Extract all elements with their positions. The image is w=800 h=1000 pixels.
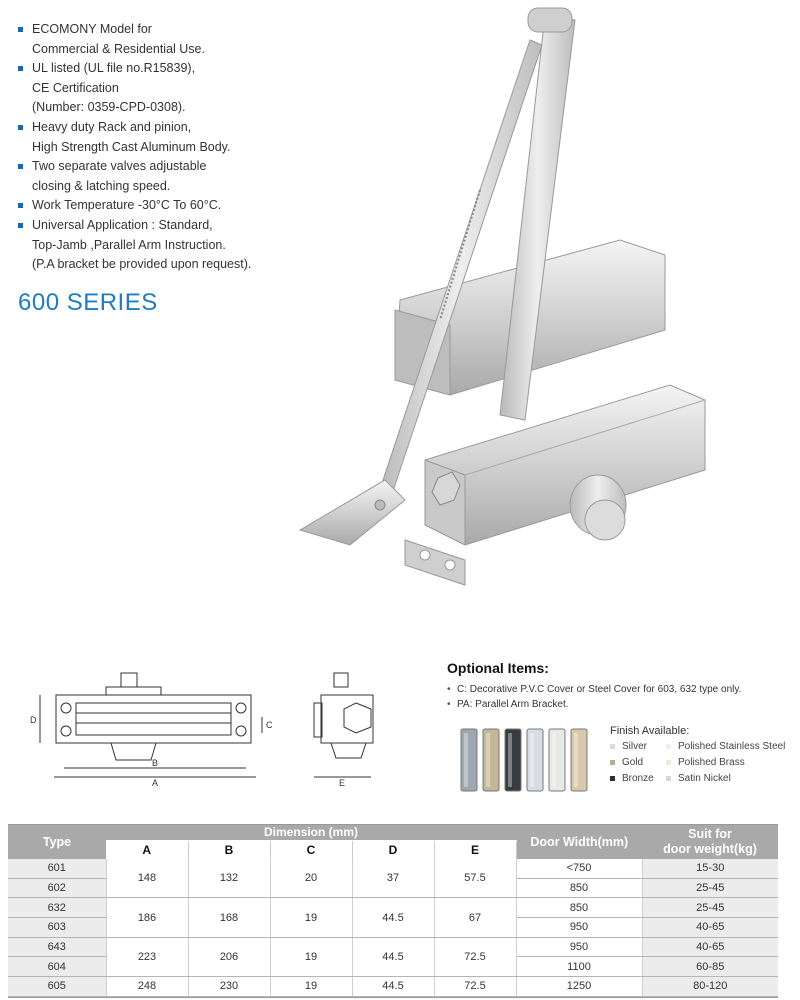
cell-door-width: <750 xyxy=(516,859,642,878)
spec-table-body xyxy=(8,859,778,996)
col-b: B xyxy=(188,841,270,860)
cell-dimension: 19 xyxy=(270,977,352,997)
cell-type: 602 xyxy=(8,878,106,898)
feature-item xyxy=(18,157,318,196)
cell-dimension: 44.5 xyxy=(352,977,434,997)
finish-color-dot xyxy=(610,776,615,781)
cell-type: 601 xyxy=(8,859,106,878)
cell-door-width: 1100 xyxy=(516,957,642,977)
dimension-drawing xyxy=(26,665,426,800)
cell-dimension: 20 xyxy=(270,859,352,898)
optional-items xyxy=(447,660,797,712)
col-suit-for xyxy=(642,824,778,859)
table-row xyxy=(8,977,778,997)
finish-item xyxy=(610,741,647,752)
finish-label: Polished Stainless Steel xyxy=(678,741,786,752)
finish-swatch xyxy=(549,729,565,791)
col-suit-line2: door weight(kg) xyxy=(663,841,757,856)
cell-dimension: 72.5 xyxy=(434,977,516,997)
optional-note: • PA: Parallel Arm Bracket. xyxy=(447,697,797,712)
cell-dimension: 168 xyxy=(188,898,270,937)
cell-dimension: 44.5 xyxy=(352,898,434,937)
finish-item xyxy=(610,757,643,768)
cell-dimension: 57.5 xyxy=(434,859,516,898)
finish-color-dot xyxy=(610,744,615,749)
cell-door-width: 950 xyxy=(516,918,642,938)
cell-dimension: 223 xyxy=(106,937,188,976)
swatch-highlight xyxy=(530,733,534,787)
cell-door-weight: 15-30 xyxy=(642,859,778,878)
finish-list xyxy=(610,741,800,791)
door-closer-photo xyxy=(290,0,800,600)
cell-door-width: 850 xyxy=(516,878,642,898)
col-e: E xyxy=(434,841,516,860)
finish-swatch xyxy=(571,729,587,791)
feature-line: Top-Jamb ,Parallel Arm Instruction. xyxy=(32,237,226,252)
finish-color-dot xyxy=(666,776,671,781)
cell-dimension: 186 xyxy=(106,898,188,937)
feature-item xyxy=(18,196,318,216)
cell-dimension: 19 xyxy=(270,937,352,976)
cell-type: 632 xyxy=(8,898,106,918)
feature-line: ECOMONY Model for xyxy=(32,22,152,36)
cell-door-weight: 40-65 xyxy=(642,937,778,957)
feature-item xyxy=(18,59,318,118)
finish-item xyxy=(610,773,654,784)
finish-title: Finish Available: xyxy=(610,725,690,737)
col-suit-line1: Suit for xyxy=(688,826,732,841)
table-row xyxy=(8,937,778,957)
swatch-highlight xyxy=(552,733,556,787)
cell-dimension: 67 xyxy=(434,898,516,937)
feature-line: closing & latching speed. xyxy=(32,178,171,193)
feature-line: Two separate valves adjustable xyxy=(32,159,207,174)
finish-swatches xyxy=(459,727,599,797)
col-type: Type xyxy=(8,824,106,859)
cell-door-width: 850 xyxy=(516,898,642,918)
feature-line: (P.A bracket be provided upon request). xyxy=(32,257,252,272)
cell-door-weight: 80-120 xyxy=(642,977,778,997)
cell-door-width: 1250 xyxy=(516,977,642,997)
swatch-highlight xyxy=(464,733,468,787)
table-row xyxy=(8,898,778,918)
finish-item xyxy=(666,757,745,768)
feature-line: CE Certification xyxy=(32,80,119,95)
dim-label-c: C xyxy=(266,720,273,730)
cell-dimension: 230 xyxy=(188,977,270,997)
col-door-width: Door Width(mm) xyxy=(516,824,642,859)
feature-line: (Number: 0359-CPD-0308). xyxy=(32,100,186,115)
swatch-highlight xyxy=(508,733,512,787)
finish-item xyxy=(666,773,731,784)
table-row xyxy=(8,859,778,878)
cell-dimension: 72.5 xyxy=(434,937,516,976)
finish-label: Bronze xyxy=(622,773,654,784)
feature-line: Universal Application : Standard, xyxy=(32,217,213,232)
feature-item xyxy=(18,20,318,59)
dim-label-b: B xyxy=(152,758,159,768)
dim-label-a: A xyxy=(152,778,159,788)
cell-dimension: 19 xyxy=(270,898,352,937)
series-title: 600 SERIES xyxy=(18,289,158,316)
col-dimension: Dimension (mm) xyxy=(106,824,516,841)
feature-line: Work Temperature -30°C To 60°C. xyxy=(32,198,222,213)
feature-line: Heavy duty Rack and pinion, xyxy=(32,119,192,134)
spec-table xyxy=(8,824,778,997)
cell-dimension: 44.5 xyxy=(352,937,434,976)
cell-dimension: 248 xyxy=(106,977,188,997)
cell-door-width: 950 xyxy=(516,937,642,957)
cell-dimension: 37 xyxy=(352,859,434,898)
col-c: C xyxy=(270,841,352,860)
feature-line: High Strength Cast Aluminum Body. xyxy=(32,139,231,154)
optional-items-title: Optional Items: xyxy=(447,660,549,676)
finish-label: Silver xyxy=(622,741,648,752)
cell-door-weight: 40-65 xyxy=(642,918,778,938)
cell-door-weight: 60-85 xyxy=(642,957,778,977)
dim-label-d: D xyxy=(30,715,37,725)
cell-dimension: 132 xyxy=(188,859,270,898)
finish-item xyxy=(666,741,785,752)
finish-color-dot xyxy=(666,744,671,749)
finish-swatch xyxy=(505,729,521,791)
cell-type: 605 xyxy=(8,977,106,997)
finish-label: Satin Nickel xyxy=(678,773,731,784)
optional-note: • C: Decorative P.V.C Cover or Steel Cover for 603, 632 type only. xyxy=(447,682,797,697)
finish-color-dot xyxy=(666,760,671,765)
cell-dimension: 148 xyxy=(106,859,188,898)
finish-swatch xyxy=(527,729,543,791)
feature-line: Commercial & Residential Use. xyxy=(32,41,205,56)
dim-label-e: E xyxy=(339,778,346,788)
swatch-highlight xyxy=(486,733,490,787)
cell-door-weight: 25-45 xyxy=(642,878,778,898)
cell-type: 603 xyxy=(8,918,106,938)
col-a: A xyxy=(106,841,188,860)
cell-dimension: 206 xyxy=(188,937,270,976)
feature-list xyxy=(18,20,318,275)
finish-swatch xyxy=(483,729,499,791)
finish-swatch xyxy=(461,729,477,791)
finish-color-dot xyxy=(610,760,615,765)
cell-type: 604 xyxy=(8,957,106,977)
swatch-highlight xyxy=(574,733,578,787)
feature-item xyxy=(18,118,318,157)
feature-item xyxy=(18,216,318,275)
finish-label: Polished Brass xyxy=(678,757,745,768)
feature-line: UL listed (UL file no.R15839), xyxy=(32,61,196,76)
cell-door-weight: 25-45 xyxy=(642,898,778,918)
cell-type: 643 xyxy=(8,937,106,957)
finish-label: Gold xyxy=(622,757,644,768)
col-d: D xyxy=(352,841,434,860)
feature-bullets xyxy=(18,20,318,275)
